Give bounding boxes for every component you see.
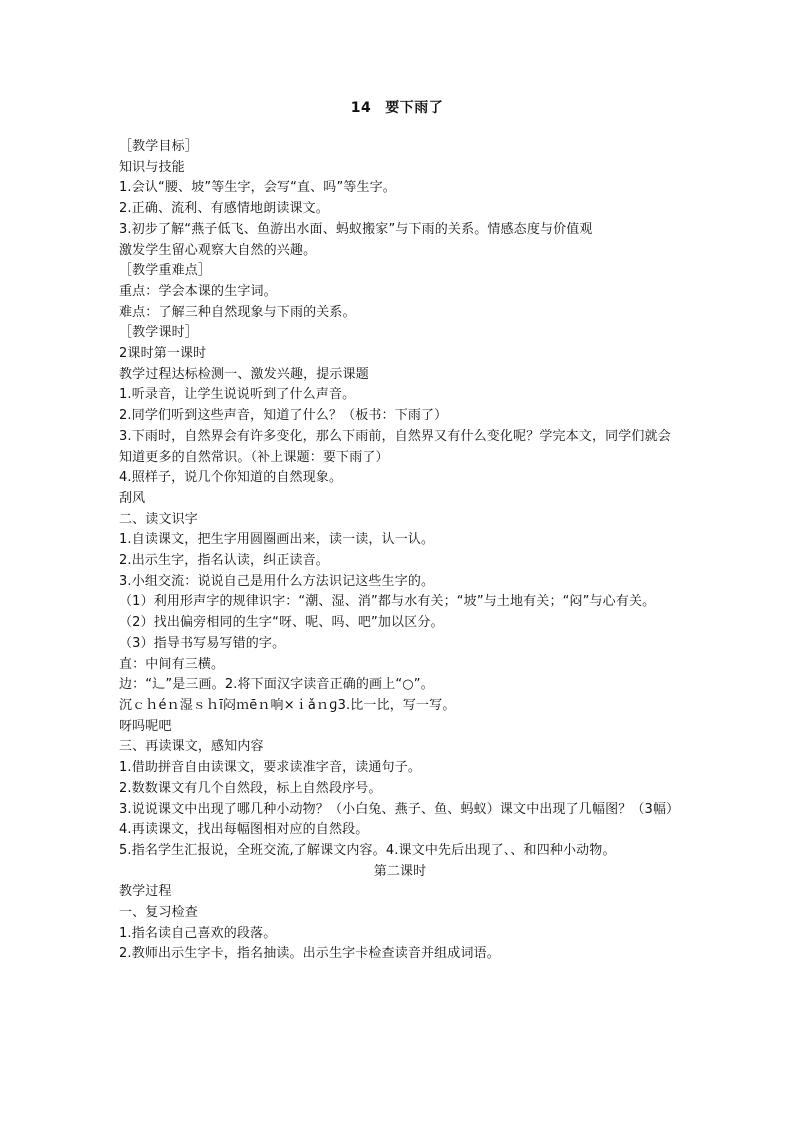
- text-line: 5.指名学生汇报说，全班交流,了解课文内容。4.课文中先后出现了、、和四种小动物。: [119, 842, 616, 858]
- text-line: 教学过程达标检测一、激发兴趣，提示课题: [119, 366, 369, 382]
- text-line: 2.正确、流利、有感情地朗读课文。: [119, 201, 329, 217]
- text-line: 3.小组交流：说说自己是用什么方法识记这些生字的。: [119, 573, 435, 589]
- text-line: 边：“辶”是三画。2.将下面汉字读音正确的画上“○”。: [119, 677, 434, 693]
- text-line: 1.指名读自己喜欢的段落。: [119, 925, 277, 941]
- lesson-number: 14: [350, 100, 372, 116]
- text-line: 一、复习检查: [119, 905, 198, 921]
- text-line: 2.同学们听到这些声音，知道了什么？（板书：下雨了）: [119, 408, 448, 424]
- text-line: 2课时第一课时: [119, 346, 207, 362]
- text-line: ［教学课时］: [119, 325, 198, 341]
- text-line: ［教学重难点］: [119, 263, 212, 279]
- text-line: 直：中间有三横。: [119, 656, 225, 672]
- text-line: 3.下雨时，自然界会有许多变化，那么下雨前，自然界又有什么变化呢？学完本文，同学们就会知道更多的自然常识。（补上课题：要下雨了）: [119, 428, 671, 465]
- text-line: 沉ｃｈéｎ湿ｓｈī闷ｍēｎ响×ｉǎｎɡ3.比一比，写一写。: [119, 697, 456, 713]
- text-line: （1）利用形声字的规律识字：“潮、湿、消”都与水有关；“坡”与土地有关；“闷”与心有关。: [119, 594, 656, 610]
- text-line: 3.说说课文中出现了哪几种小动物？（小白兔、燕子、鱼、蚂蚁）课文中出现了几幅图？（3幅）: [119, 801, 680, 817]
- text-line: 1.会认“腰、坡”等生字，会写“直、吗”等生字。: [119, 180, 396, 196]
- text-line: 难点：了解三种自然现象与下雨的关系。: [119, 304, 356, 320]
- text-line: 1.听录音，让学生说说听到了什么声音。: [119, 387, 356, 403]
- text-line: 第二课时: [373, 863, 427, 879]
- text-line: 三、再读课文，感知内容: [119, 739, 264, 755]
- text-line: 知识与技能: [119, 159, 185, 175]
- text-line: （2）找出偏旁相同的生字“呀、呢、吗、吧”加以区分。: [119, 615, 444, 631]
- text-line: 2.数数课文有几个自然段，标上自然段序号。: [119, 780, 382, 796]
- document-body: [119, 137, 679, 965]
- text-line: 教学过程: [119, 884, 172, 900]
- text-line: 4.再读课文，找出每幅图相对应的自然段。: [119, 822, 369, 838]
- text-line: 2.出示生字，指名认读，纠正读音。: [119, 553, 329, 569]
- text-line: 1.自读课文，把生字用圆圈画出来，读一读，认一认。: [119, 532, 435, 548]
- text-line: （3）指导书写易写错的字。: [119, 635, 286, 651]
- text-line: 3.初步了解“燕子低飞、鱼游出水面、蚂蚁搬家”与下雨的关系。情感态度与价值观: [119, 221, 593, 237]
- text-line: 2.教师出示生字卡，指名抽读。出示生字卡检查读音并组成词语。: [119, 946, 500, 962]
- text-line: 呀吗呢吧: [119, 718, 172, 734]
- text-line: 重点：学会本课的生字词。: [119, 283, 277, 299]
- text-line: 刮风: [119, 490, 146, 506]
- text-line: ［教学目标］: [119, 139, 198, 154]
- lesson-title: 要下雨了: [385, 100, 444, 116]
- text-line: 1.借助拼音自由读课文，要求读准字音，读通句子。: [119, 760, 422, 776]
- text-line: 激发学生留心观察大自然的兴趣。: [119, 242, 317, 258]
- text-line: 4.照样子，说几个你知道的自然现象。: [119, 470, 343, 486]
- page-title: [0, 97, 794, 117]
- text-line: 二、读文识字: [119, 511, 198, 527]
